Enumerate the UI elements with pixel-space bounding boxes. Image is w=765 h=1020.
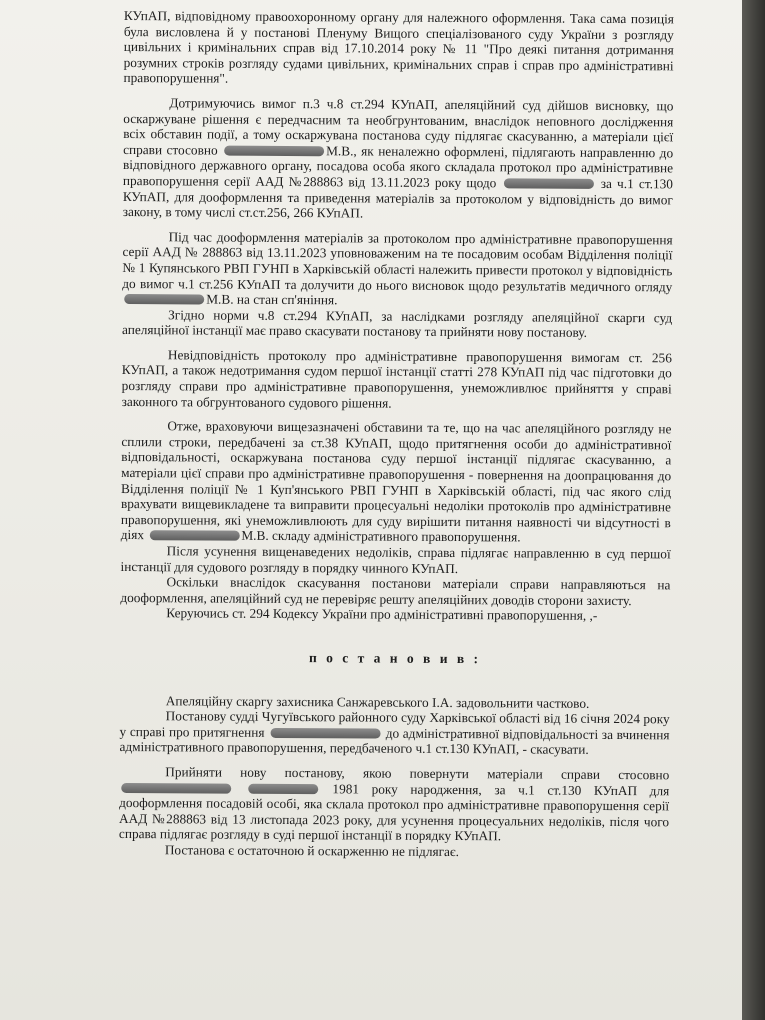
paragraph-2-part-c: за ч.1 ст.130 КУпАП, для дооформлення та приведення матеріалів за протоколом у відповідність до вимог закону, в тому числі ст.ст.256, 266 КУпАП. (122, 175, 673, 221)
paragraph-6 (121, 418, 672, 546)
paragraph-3-part-a: Під час дооформлення матеріалів за протоколом про адміністративне правопорушення серії ААД № 288863 від 13.11.2023 уповноваженим на те посадовим особам Відділення поліції № 1 Купянського РВП ГУНП в Харківській області належить привести протокол у відповідність до вимог ч.1 ст.256 КУпАП та долучити до нього висновок щодо результатів медичного огляду (122, 228, 673, 294)
paragraph-2 (123, 95, 674, 223)
redacted-name (270, 728, 380, 739)
paragraph-6-part-b: М.В. складу адміністративного правопорушення. (241, 528, 521, 545)
redacted-birthdate (248, 783, 318, 793)
background-edge (742, 0, 765, 1020)
paragraph-5: Невідповідність протоколу про адміністративне правопорушення вимогам ст. 256 КУпАП, а також недотримання судом першої інстанції статті 278 КУпАП під час підготовки до розгляду справи про адміністративне правопорушення, унеможливлює прийняття у справі законного та обгрунтованого судового рішення. (121, 347, 672, 411)
resolution-2 (119, 708, 669, 758)
redacted-name (224, 145, 324, 156)
resolution-4: Постанова є остаточною й оскарженню не підлягає. (164, 842, 460, 859)
paragraph-7: Після усунення вищенаведених недоліків, справа підлягає направленню в суд першої інстанції для судового розгляду в порядку чинного КУпАП. (120, 543, 671, 576)
paragraph-4: Згідно норми ч.8 ст.294 КУпАП, за наслідками розгляду апеляційної скарги суд апеляційної інстанції має право скасувати постанову та прийняти нову постанову. (121, 306, 673, 341)
resolution-2-part-b: до адміністративної відповідальності за вчинення адміністративного правопорушення, передбаченого ч.1 ст.130 КУпАП, - скасувати. (119, 725, 670, 758)
redacted-name (121, 783, 231, 794)
resolution-3-part-a: Прийняти нову постанову, якою повернути матеріали справи стосовно (165, 764, 670, 783)
paragraph-6-part-a: Отже, враховуючи вищезазначені обставини та те, що на час апеляційного розгляду не сплили строки, передбачені за ст.38 КУпАП, щодо притягнення особи до адміністративної відповідальності, оскаржувана постанова суду першої інстанції підлягає скасуванню, а матеріали цієї справи про адміністративне правопорушення - повернення на доопрацювання до Відділення поліції № 1 Куп'янського РВП ГУНП в Харківській області, під час якого слід врахувати вищевикладене та виправити процесуальні недоліки протоколів про адміністративне правопорушення, які унеможливлюють для суду вирішити питання наявності чи відсутності в діях (120, 418, 672, 543)
resolution-2-part-a: Постанову судді Чугуївського районного суду Харківської області від 16 січня 2024 року у справі про притягнення (119, 708, 670, 740)
paragraph-1 (124, 8, 674, 89)
document-text (119, 8, 674, 861)
redacted-name (149, 531, 239, 542)
paragraph-1-text: КУпАП, відповідному правоохоронному органу для належного оформлення. Така сама позиція була висловлена й у постанові Пленуму Вищого спеціалізованого суду України з розгляду цивільних і кримінальних справ від 17.10.2014 року № 11 "Про деякі питання дотримання розумних строків розгляду судами цивільних, кримінальних справ і справ про адміністративні правопорушення". (123, 8, 674, 87)
resolution-heading: п о с т а н о в и в : (308, 650, 482, 667)
paragraph-3-part-b: М.В. на стан сп'яніння. (206, 291, 338, 308)
paragraph-2-part-b: М.В., як неналежно оформлені, підлягають направленню до відповідного державного органу, посадова особа якого складала протокол про адміністративне правопорушення серії ААД №288863 від 13.11.2023 року щодо (122, 142, 674, 191)
paragraph-8: Оскільки внаслідок скасування постанови матеріали справи направляються на дооформлення, апеляційний суд не перевіряє решту апеляційних доводів сторони захисту. (120, 574, 671, 608)
resolution-3-part-b: 1981 року народження, за ч.1 ст.130 КУпАП для дооформлення посадовій особі, яка склала протокол про адміністративне правопорушення серії ААД №288863 від 13 листопада 2023 року, для усунення процесуальних недоліків, після чого справа підлягає розгляду в суді першої інстанції в порядку КУпАП. (118, 780, 670, 844)
redacted-name (503, 178, 593, 189)
resolution-1: Апеляційну скаргу захисника Санжаревського І.А. задовольнити частково. (165, 692, 590, 711)
redacted-name (124, 294, 204, 304)
paragraph-3 (122, 229, 672, 310)
paragraph-2-part-a: Дотримуючись вимог п.3 ч.8 ст.294 КУпАП, апеляційний суд дійшов висновку, що оскаржуване рішення є передчасним та необгрунтованим, внаслідок неповного дослідження всіх обставин події, а тому оскаржувана постанова суду підлягає скасуванню, а матеріали цієї справи стосовно (123, 95, 674, 158)
paragraph-9: Керуючись ст. 294 Кодексу України про адміністративні правопорушення, ,- (166, 605, 598, 624)
resolution-3 (119, 764, 669, 845)
